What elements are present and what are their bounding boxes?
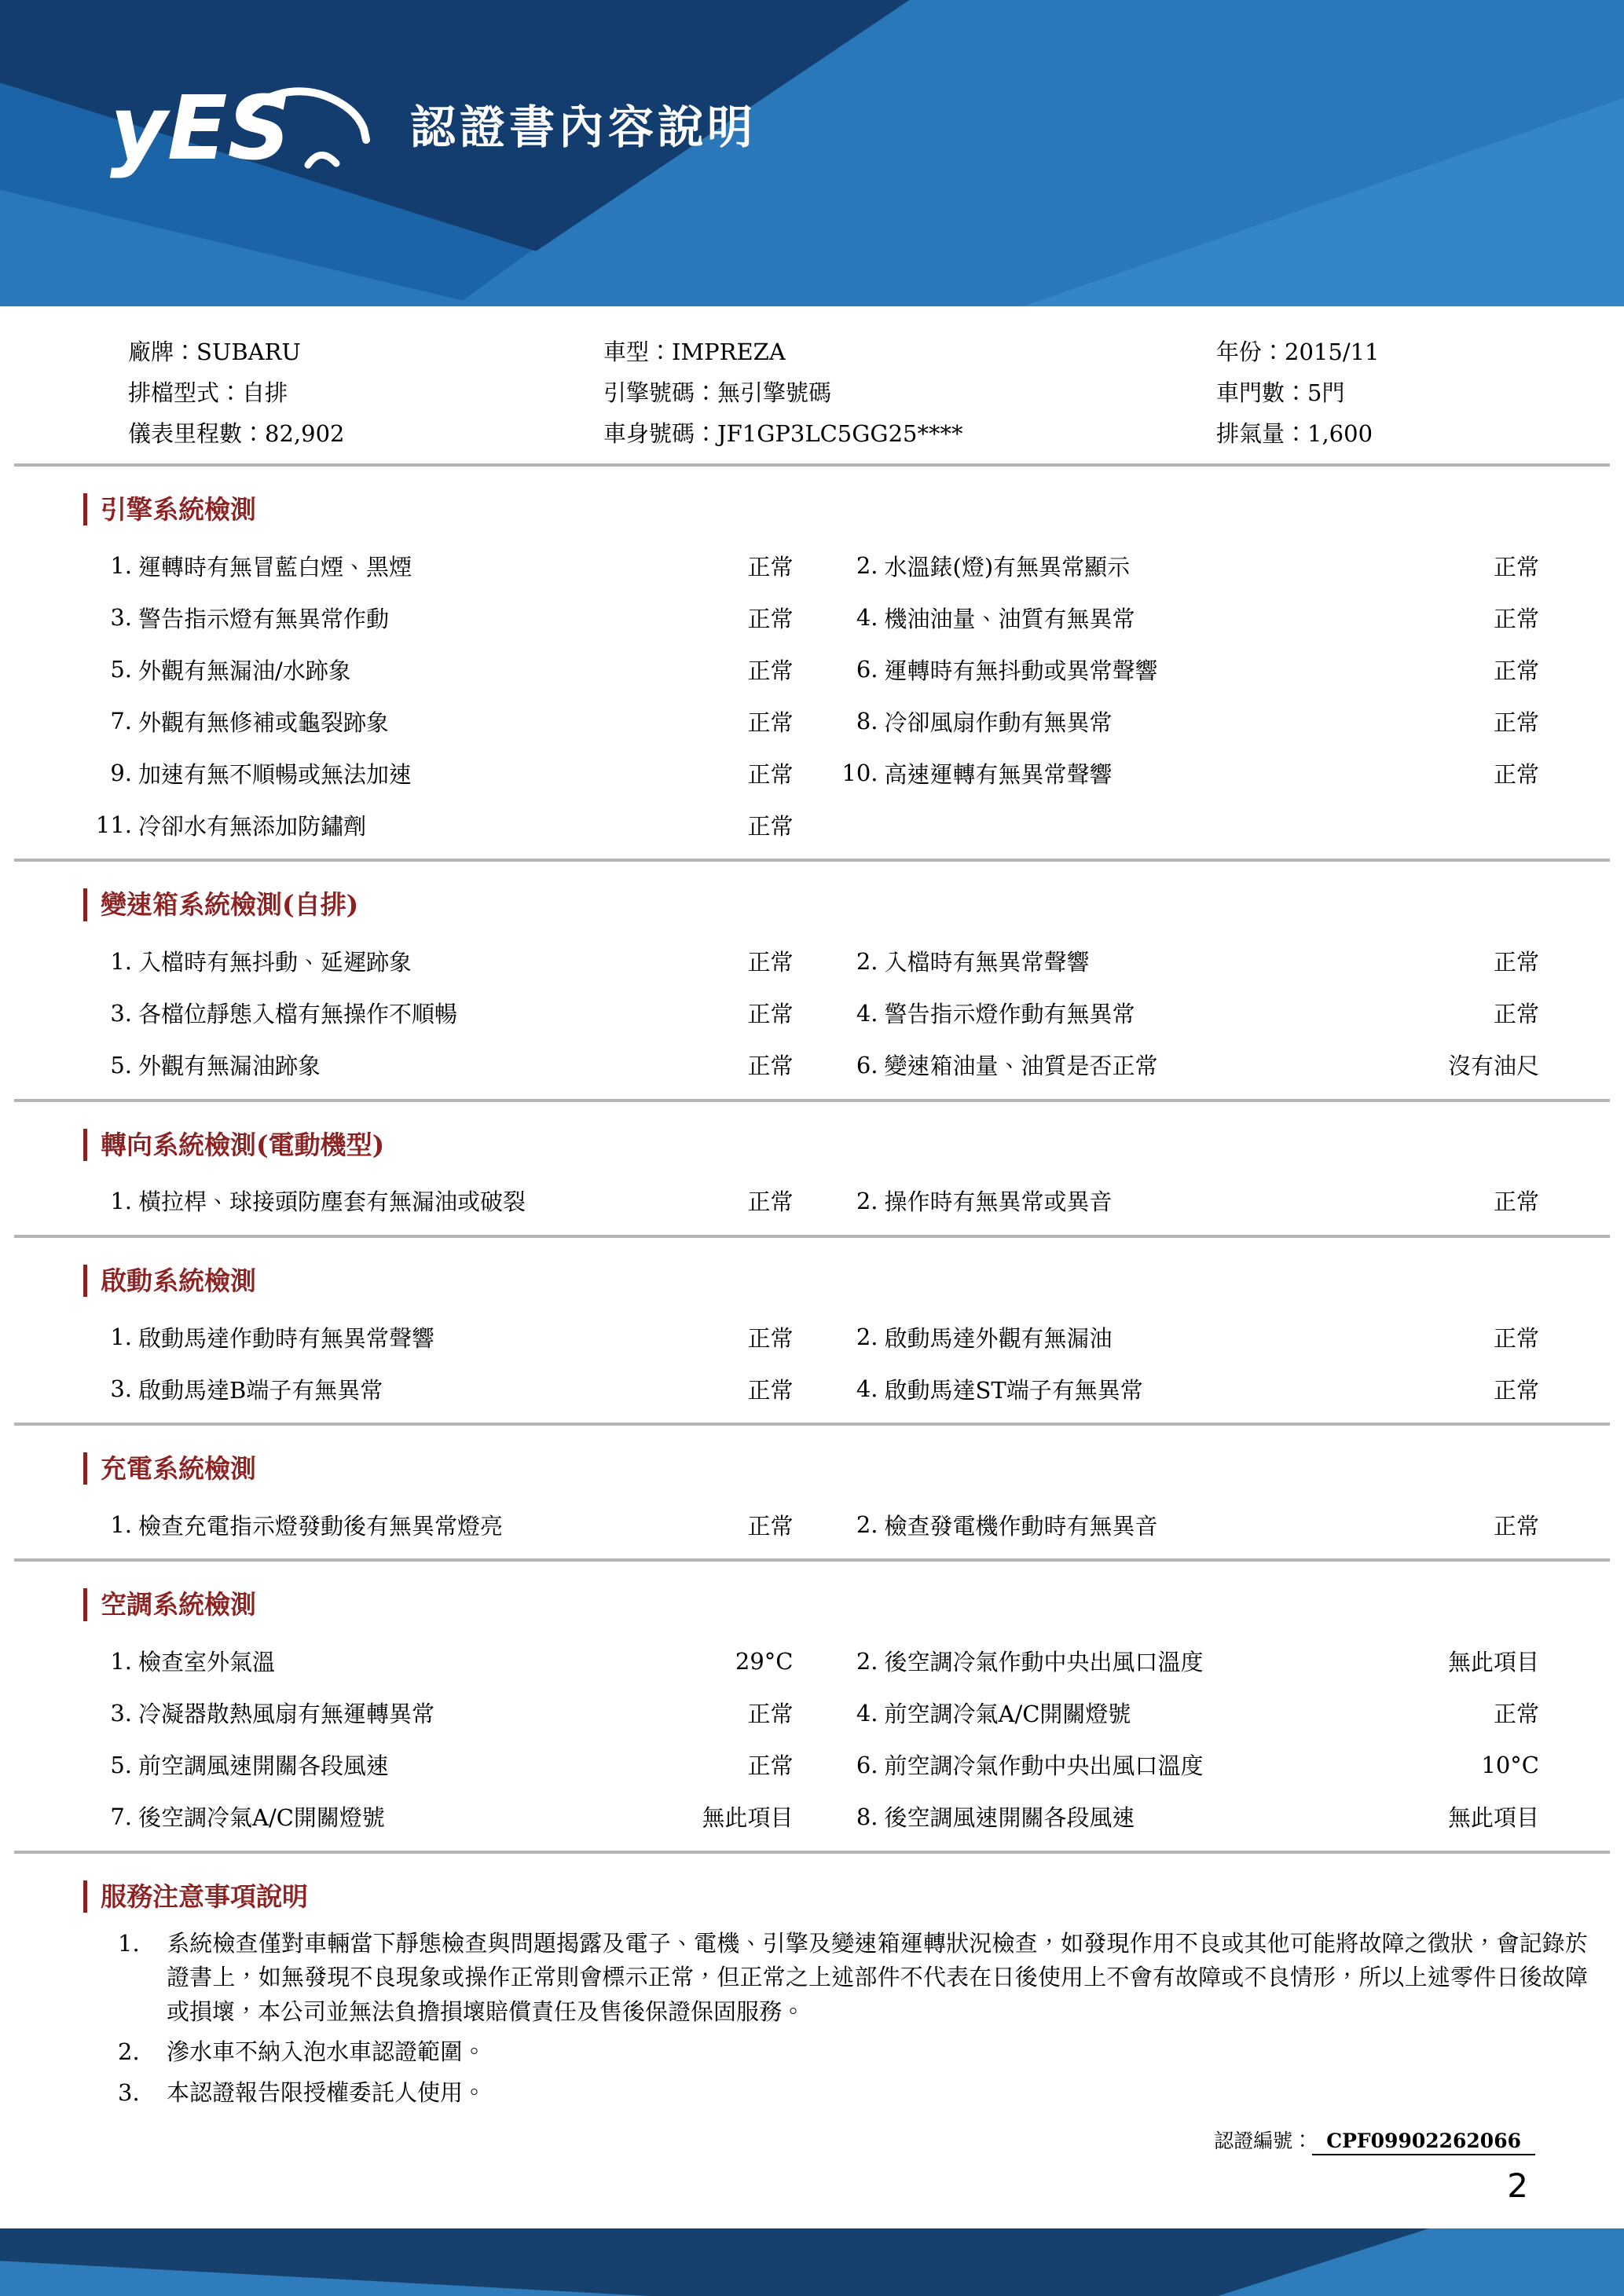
section-items — [14, 1175, 1610, 1227]
inspection-item — [839, 591, 1540, 643]
item-result: 正常 — [1493, 1376, 1539, 1404]
item-label: 冷卻水有無添加防鏽劑 — [138, 812, 367, 840]
section-title: 轉向系統檢測(電動機型) — [83, 1129, 1610, 1161]
section-title: 充電系統檢測 — [83, 1452, 1610, 1485]
section-items — [14, 1311, 1610, 1415]
note-number: 2. — [118, 2038, 140, 2066]
inspection-section — [14, 1265, 1610, 1426]
vehicle-info-field — [603, 375, 1216, 408]
item-number: 4. — [856, 604, 878, 632]
vehicle-info-field — [603, 335, 1216, 367]
item-number: 2. — [856, 947, 878, 975]
item-number: 1. — [110, 1647, 132, 1675]
service-note — [14, 2076, 1610, 2111]
car-wheel-arch-icon — [308, 155, 336, 165]
service-note — [14, 1927, 1610, 2030]
inspection-item — [839, 987, 1540, 1039]
inspection-item — [839, 1687, 1540, 1739]
item-label: 運轉時有無抖動或異常聲響 — [884, 657, 1158, 684]
inspection-item — [839, 747, 1540, 799]
item-label: 後空調風速開關各段風速 — [884, 1804, 1135, 1831]
field-value: JF1GP3LC5GG25**** — [717, 419, 963, 447]
inspection-item — [839, 1791, 1540, 1843]
inspection-item — [839, 540, 1540, 591]
item-label: 啟動馬達B端子有無異常 — [138, 1376, 383, 1404]
field-value: 1,600 — [1307, 419, 1373, 447]
item-label: 操作時有無異常或異音 — [884, 1188, 1113, 1216]
item-result: 正常 — [1493, 1701, 1539, 1727]
inspection-section — [14, 1452, 1610, 1562]
item-number: 6. — [856, 1051, 878, 1078]
divider — [14, 1099, 1610, 1102]
vehicle-info-field — [1216, 335, 1610, 367]
vehicle-info-field — [603, 416, 1216, 449]
page-number: 2 — [1507, 2166, 1528, 2205]
item-label: 後空調冷氣A/C開關燈號 — [138, 1804, 385, 1831]
item-label: 冷卻風扇作動有無異常 — [884, 709, 1113, 736]
inspection-item — [93, 643, 794, 695]
note-number: 3. — [118, 2078, 140, 2106]
inspection-item — [93, 1791, 794, 1843]
item-result: 正常 — [1493, 605, 1539, 632]
item-number: 7. — [110, 1803, 132, 1830]
item-number: 11. — [95, 811, 132, 839]
item-result: 正常 — [747, 1188, 794, 1216]
item-number: 1. — [110, 947, 132, 975]
item-label: 啟動馬達外觀有無漏油 — [884, 1324, 1113, 1352]
item-number: 3. — [110, 1699, 132, 1727]
item-label: 外觀有無漏油跡象 — [138, 1053, 321, 1079]
divider — [14, 1558, 1610, 1562]
item-number: 5. — [110, 656, 132, 683]
inspection-item — [839, 1499, 1540, 1551]
item-number: 2. — [856, 1324, 878, 1350]
page-header-banner — [0, 0, 1624, 306]
section-title: 空調系統檢測 — [83, 1588, 1610, 1620]
item-number: 1. — [110, 552, 132, 580]
banner-content — [110, 64, 757, 182]
page-title: 認證書內容說明 — [410, 101, 757, 154]
item-number: 8. — [856, 708, 878, 735]
item-result: 正常 — [1493, 1324, 1539, 1352]
inspection-section — [14, 1588, 1610, 1853]
item-result: 正常 — [1493, 1188, 1539, 1216]
item-label: 前空調冷氣A/C開關燈號 — [884, 1701, 1131, 1727]
vehicle-info — [14, 330, 1610, 452]
item-result: 正常 — [747, 1752, 794, 1779]
item-number: 6. — [856, 1751, 878, 1778]
field-label: 儀表里程數： — [128, 419, 266, 447]
item-label: 入檔時有無抖動、延遲跡象 — [138, 949, 412, 976]
item-result: 29°C — [735, 1647, 794, 1675]
field-value: 82,902 — [265, 419, 345, 447]
item-result: 正常 — [747, 1376, 794, 1404]
item-number: 3. — [110, 999, 132, 1027]
inspection-item — [93, 747, 794, 799]
field-value: 自排 — [242, 379, 288, 406]
section-items — [14, 1499, 1610, 1551]
inspection-item — [839, 643, 1540, 695]
item-number: 1. — [110, 1324, 132, 1350]
certificate-number-label: 認證編號： — [1214, 2129, 1313, 2153]
divider — [14, 1235, 1610, 1238]
item-number: 2. — [856, 552, 878, 580]
inspection-item — [93, 1635, 794, 1687]
item-result: 正常 — [747, 1701, 794, 1727]
section-title: 引擎系統檢測 — [83, 493, 1610, 525]
item-label: 前空調風速開關各段風速 — [138, 1752, 390, 1779]
item-number: 2. — [856, 1187, 878, 1214]
inspection-item — [839, 1635, 1540, 1687]
divider — [14, 463, 1610, 467]
inspection-item — [93, 540, 794, 591]
inspection-item — [93, 1311, 794, 1363]
inspection-item — [93, 1363, 794, 1415]
inspection-item — [839, 936, 1540, 987]
inspection-item — [839, 1039, 1540, 1091]
inspection-item — [839, 1363, 1540, 1415]
item-result: 無此項目 — [1447, 1649, 1539, 1675]
section-title: 服務注意事項說明 — [83, 1880, 1610, 1913]
item-result: 正常 — [1493, 1001, 1539, 1027]
item-label: 運轉時有無冒藍白煙、黑煙 — [138, 553, 412, 580]
field-label: 車身號碼： — [603, 419, 718, 447]
section-items — [14, 1635, 1610, 1843]
item-label: 檢查充電指示燈發動後有無異常燈亮 — [138, 1512, 504, 1540]
item-label: 檢查發電機作動時有無異音 — [884, 1512, 1158, 1540]
item-number: 1. — [110, 1511, 132, 1539]
note-text: 系統檢查僅對車輛當下靜態檢查與問題揭露及電子、電機、引擎及變速箱運轉狀況檢查，如發現作用不良或其他可能將故障之徵狀，會記錄於證書上，如無發現不良現象或操作正常則會標示正常，但正常之上述部件不代表在日後使用上不會有故障或不良情形，所以上述零件日後故障或損壞，本公司並無法負擔損壞賠償責任及售後保證保固服務。 — [167, 1929, 1588, 2025]
item-label: 高速運轉有無異常聲響 — [884, 760, 1113, 788]
section-items — [14, 936, 1610, 1091]
item-result: 正常 — [747, 553, 794, 580]
item-label: 前空調冷氣作動中央出風口溫度 — [884, 1752, 1204, 1779]
item-number: 3. — [110, 1375, 132, 1402]
item-label: 外觀有無修補或龜裂跡象 — [138, 709, 390, 736]
item-result: 正常 — [1493, 709, 1539, 736]
item-number: 10. — [841, 760, 878, 787]
section-items — [14, 540, 1610, 851]
item-number: 7. — [110, 708, 132, 735]
divider — [14, 1851, 1610, 1854]
item-label: 警告指示燈有無異常作動 — [138, 605, 390, 632]
item-result: 正常 — [1493, 1512, 1539, 1540]
vehicle-info-field — [1216, 375, 1610, 408]
item-label: 橫拉桿、球接頭防塵套有無漏油或破裂 — [138, 1188, 526, 1216]
item-number: 4. — [856, 1375, 878, 1402]
note-text: 本認證報告限授權委託人使用。 — [167, 2078, 486, 2106]
item-label: 機油油量、油質有無異常 — [884, 605, 1135, 632]
document-body — [0, 330, 1624, 2154]
item-label: 啟動馬達ST端子有無異常 — [884, 1376, 1143, 1404]
vehicle-info-field — [1216, 416, 1610, 449]
item-number: 5. — [110, 1051, 132, 1078]
field-label: 車門數： — [1216, 379, 1308, 406]
item-number: 8. — [856, 1803, 878, 1830]
item-label: 警告指示燈作動有無異常 — [884, 1001, 1135, 1027]
field-label: 年份： — [1216, 338, 1285, 365]
item-result: 正常 — [747, 605, 794, 632]
item-label: 水溫錶(燈)有無異常顯示 — [884, 553, 1131, 580]
item-number: 1. — [110, 1187, 132, 1214]
item-label: 啟動馬達作動時有無異常聲響 — [138, 1324, 435, 1352]
item-label: 入檔時有無異常聲響 — [884, 949, 1090, 976]
vehicle-info-field — [128, 375, 603, 408]
item-number: 3. — [110, 604, 132, 632]
divider — [14, 1423, 1610, 1426]
item-result: 無此項目 — [1447, 1804, 1539, 1831]
section-title: 變速箱系統檢測(自排) — [83, 888, 1610, 921]
inspection-section — [14, 1129, 1610, 1238]
item-label: 加速有無不順暢或無法加速 — [138, 760, 412, 788]
yes-logo-text: yES — [110, 78, 291, 180]
item-number: 2. — [856, 1647, 878, 1675]
item-result: 正常 — [747, 760, 794, 788]
page-footer-banner — [0, 2228, 1624, 2296]
inspection-item — [839, 1311, 1540, 1363]
field-value: SUBARU — [196, 338, 301, 365]
item-result: 正常 — [747, 709, 794, 736]
item-number: 5. — [110, 1751, 132, 1778]
field-value: IMPREZA — [672, 338, 786, 365]
item-label: 外觀有無漏油/水跡象 — [138, 657, 351, 684]
note-text: 滲水車不納入泡水車認證範圍。 — [167, 2038, 486, 2066]
item-result: 正常 — [747, 1001, 794, 1027]
item-label: 變速箱油量、油質是否正常 — [884, 1053, 1158, 1079]
field-value: 5門 — [1307, 379, 1345, 406]
field-label: 廠牌： — [128, 338, 197, 365]
item-result: 正常 — [747, 812, 794, 840]
service-notes-section — [14, 1880, 1610, 2111]
inspection-section — [14, 493, 1610, 862]
certificate-number — [14, 2126, 1535, 2154]
sections — [14, 493, 1610, 1854]
item-result: 沒有油尺 — [1447, 1053, 1539, 1079]
inspection-item — [839, 1739, 1540, 1791]
field-value: 2015/11 — [1285, 338, 1380, 365]
item-result: 正常 — [747, 1053, 794, 1079]
inspection-item — [93, 987, 794, 1039]
item-result: 正常 — [747, 949, 794, 976]
vehicle-info-field — [128, 416, 603, 449]
service-note — [14, 2035, 1610, 2070]
item-result: 無此項目 — [702, 1804, 794, 1831]
item-number: 4. — [856, 1699, 878, 1727]
field-label: 車型： — [603, 338, 673, 365]
item-result: 正常 — [1493, 553, 1539, 580]
item-number: 9. — [110, 760, 132, 787]
item-result: 正常 — [1493, 760, 1539, 788]
inspection-item — [93, 591, 794, 643]
inspection-item — [839, 695, 1540, 747]
section-title: 啟動系統檢測 — [83, 1265, 1610, 1297]
inspection-item — [93, 1499, 794, 1551]
item-result: 正常 — [747, 1512, 794, 1540]
item-number: 6. — [856, 656, 878, 683]
field-label: 引擎號碼： — [603, 379, 718, 406]
item-result: 正常 — [1493, 949, 1539, 976]
vehicle-info-field — [128, 335, 603, 367]
item-result: 正常 — [1493, 657, 1539, 684]
item-result: 正常 — [747, 1324, 794, 1352]
field-value: 無引擎號碼 — [717, 379, 832, 406]
item-number: 4. — [856, 999, 878, 1027]
note-number: 1. — [118, 1929, 140, 1957]
inspection-item — [93, 799, 794, 851]
yes-car-logo — [110, 64, 377, 182]
inspection-item — [93, 695, 794, 747]
item-label: 冷凝器散熱風扇有無運轉異常 — [138, 1701, 435, 1727]
inspection-item — [93, 1687, 794, 1739]
item-result: 10°C — [1481, 1751, 1539, 1778]
certificate-number-value: CPF09902262066 — [1312, 2129, 1535, 2155]
inspection-item — [93, 1739, 794, 1791]
item-label: 各檔位靜態入檔有無操作不順暢 — [138, 1001, 458, 1027]
item-label: 檢查室外氣溫 — [138, 1649, 276, 1675]
inspection-item — [93, 1175, 794, 1227]
inspection-item — [93, 936, 794, 987]
inspection-item — [839, 1175, 1540, 1227]
divider — [14, 859, 1610, 862]
item-label: 後空調冷氣作動中央出風口溫度 — [884, 1649, 1204, 1675]
item-result: 正常 — [747, 657, 794, 684]
field-label: 排檔型式： — [128, 379, 243, 406]
inspection-section — [14, 888, 1610, 1101]
inspection-item — [93, 1039, 794, 1091]
item-number: 2. — [856, 1511, 878, 1539]
field-label: 排氣量： — [1216, 419, 1308, 447]
